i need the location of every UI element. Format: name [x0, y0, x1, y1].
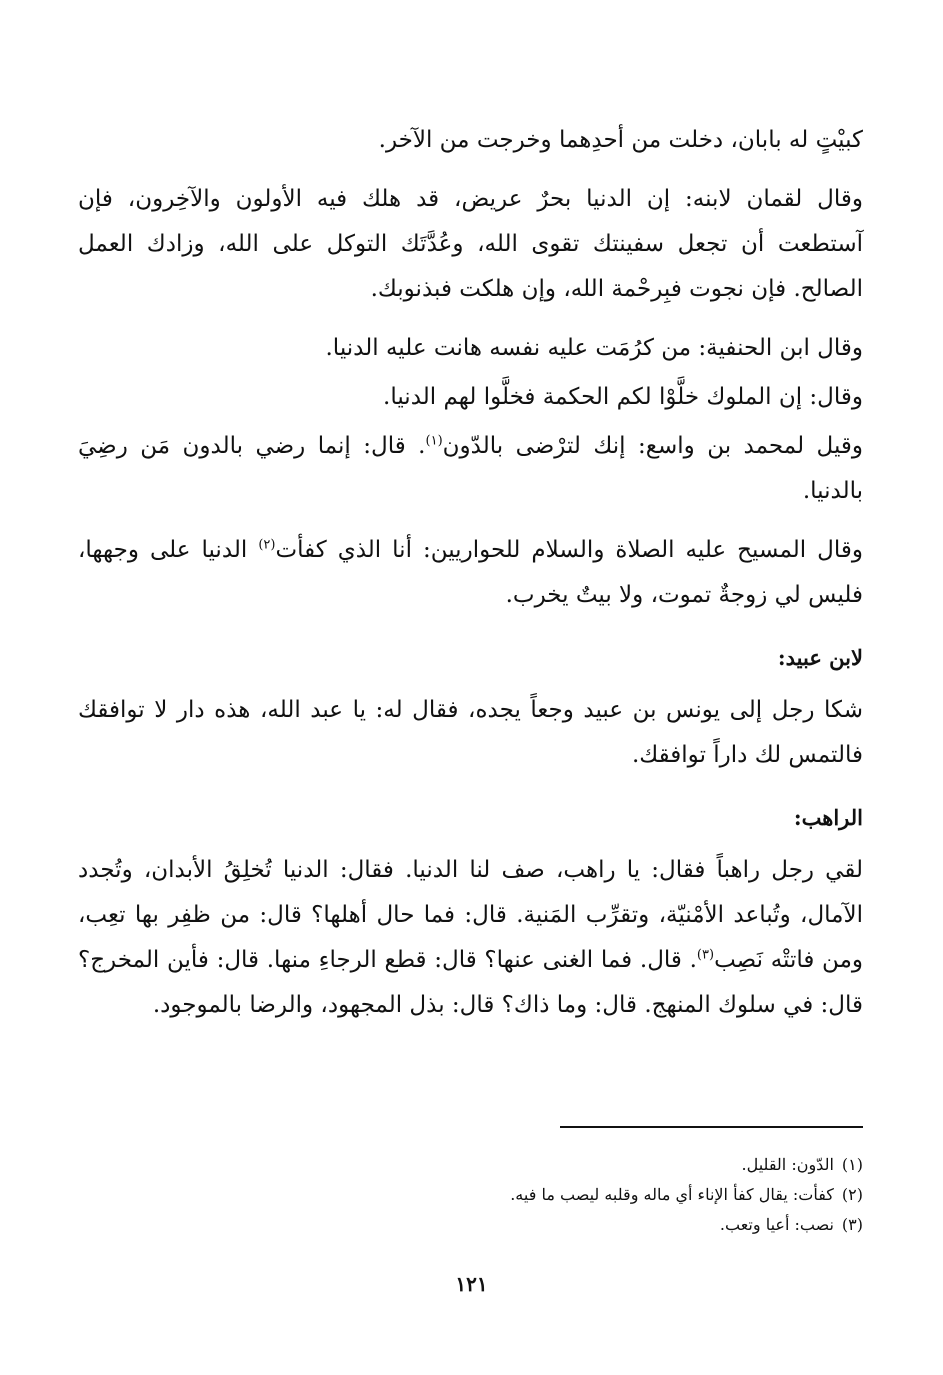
paragraph-text: . قال. فما الغنى عنها؟ قال: قطع الرجاءِ منها. قال: فأين المخرج؟ قال: في سلوك المنهج. قال: وما ذاك؟ قال: بذل المجهود، والرضا بالموجود. [78, 947, 863, 1018]
paragraph-text: . قال: إنما رضي بالدون مَن رضِيَ بالدنيا. [78, 433, 863, 504]
section-heading-ibn-ubaid: لابن عبيد: [777, 645, 863, 670]
footnote-3 [78, 1210, 863, 1240]
footnote-text: الدّون: القليل. [741, 1155, 834, 1174]
paragraph-monk [78, 848, 863, 1028]
footnote-2 [78, 1180, 863, 1210]
footnote-1 [78, 1150, 863, 1180]
paragraph-luqman: وقال لقمان لابنه: إن الدنيا بحرٌ عريض، قد هلك فيه الأولون والآخِرون، فإن آستطعت أن تجعل سفينتك تقوى الله، وعُدَّتَك التوكل على الله، وزادك العمل الصالح. فإن نجوت فبِرحْمة الله، وإن هلكت فبذنوبك. [78, 186, 863, 302]
footnote-divider [560, 1126, 863, 1128]
paragraph-text: وقيل لمحمد بن واسع: إنك لترْضى بالدّون [442, 433, 863, 459]
paragraph-1: كبيْتٍ له بابان، دخلت من أحدِهما وخرجت من الآخر. [378, 127, 863, 153]
section-heading-monk: الراهب: [793, 805, 863, 830]
footnotes [78, 1150, 863, 1240]
paragraph-muhammad-wasi [78, 424, 863, 514]
page-number: ١٢١ [455, 1272, 488, 1296]
footnote-number: (١) [841, 1155, 863, 1174]
paragraph-text: الدنيا على وجهها، فليس لي زوجةٌ تموت، ولا بيتٌ يخرب. [78, 537, 863, 608]
footnote-reference: (٢) [258, 537, 276, 553]
footnote-number: (٣) [841, 1215, 863, 1234]
footnote-reference: (٣) [696, 947, 715, 963]
footnote-text: نصب: أعيا وتعب. [719, 1215, 834, 1234]
paragraph-text: وقال المسيح عليه الصلاة والسلام للحواريين: أنا الذي كفأت [275, 537, 863, 563]
page-body [78, 118, 863, 1042]
footnote-text: كفأت: يقال كفأ الإناء أي ماله وقلبه ليصب ما فيه. [510, 1185, 834, 1204]
paragraph-kings: وقال: إن الملوك خلَّوْا لكم الحكمة فخلَّوا لهم الدنيا. [383, 384, 863, 410]
footnote-number: (٢) [841, 1185, 863, 1204]
paragraph-yunus: شكا رجل إلى يونس بن عبيد وجعاً يجده، فقال له: يا عبد الله، هذه دار لا توافقك فالتمس لك داراً توافقك. [78, 697, 863, 768]
paragraph-text: لقي رجل راهباً فقال: يا راهب، صف لنا الدنيا. فقال: الدنيا تُخلِقُ الأبدان، وتُجدد الآمال، وتُباعد الأمْنيّة، وتقرِّب المَنية. قال: فما حال أهلها؟ قال: من ظفِر بها تعِب، ومن فاتتْه نَصِب [78, 857, 863, 973]
footnote-reference: (١) [425, 433, 443, 449]
paragraph-ibn-hanafiya: وقال ابن الحنفية: من كرُمَت عليه نفسه هانت عليه الدنيا. [325, 335, 863, 361]
paragraph-messiah [78, 528, 863, 618]
